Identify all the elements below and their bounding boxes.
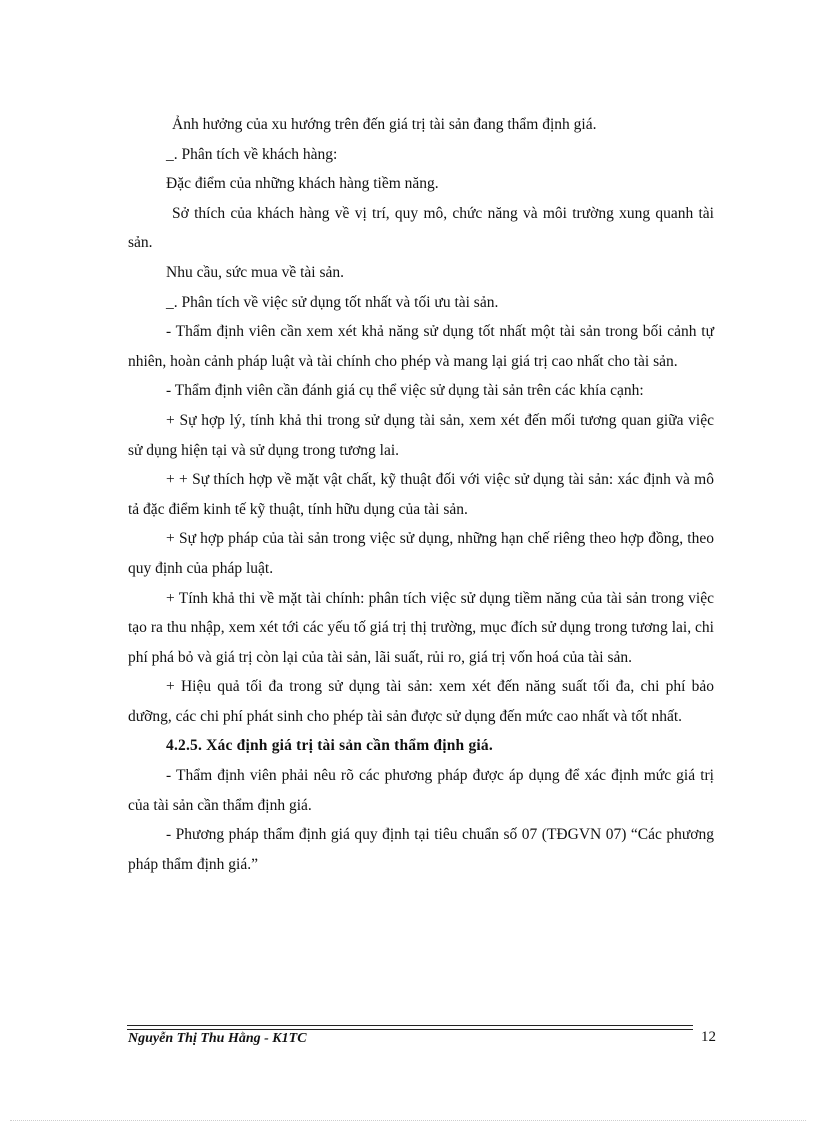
paragraph: Ảnh hưởng của xu hướng trên đến giá trị tài sản đang thẩm định giá. bbox=[172, 116, 597, 133]
section-heading: 4.2.5. Xác định giá trị tài sản cần thẩm định giá. bbox=[166, 737, 493, 755]
paragraph: Đặc điểm của những khách hàng tiềm năng. bbox=[166, 175, 439, 193]
paragraph: Sở thích của khách hàng về vị trí, quy mô, chức năng và môi trường xung quanh tài sản. bbox=[128, 204, 714, 252]
paragraph: _. Phân tích về khách hàng: bbox=[166, 145, 338, 163]
page-edge-divider bbox=[10, 1120, 806, 1121]
paragraph: _. Phân tích về việc sử dụng tốt nhất và tối ưu tài sản. bbox=[166, 293, 499, 311]
paragraph: + Sự hợp pháp của tài sản trong việc sử dụng, những hạn chế riêng theo hợp đồng, theo quy định của pháp luật. bbox=[128, 530, 714, 577]
paragraph: + Tính khả thi về mặt tài chính: phân tích việc sử dụng tiềm năng của tài sản trong việc tạo ra thu nhập, xem xét tới các yếu tố giá trị thị trường, mục đích sử dụng trong tương lai, chi phí phá bỏ và giá trị còn lại của tài sản, lãi suất, rủi ro, giá trị vốn hoá của tài sản. bbox=[128, 589, 714, 666]
paragraph: - Thẩm định viên cần xem xét khả năng sử dụng tốt nhất một tài sản trong bối cảnh tự nhiên, hoàn cảnh pháp luật và tài chính cho phép và mang lại giá trị cao nhất cho tài sản. bbox=[128, 323, 714, 370]
page-number: 12 bbox=[701, 1029, 716, 1045]
paragraph: + Sự hợp lý, tính khả thi trong sử dụng tài sản, xem xét đến mối tương quan giữa việc sử dụng hiện tại và sử dụng trong tương lai. bbox=[128, 411, 714, 459]
paragraph: - Thẩm định viên phải nêu rõ các phương pháp được áp dụng để xác định mức giá trị của tài sản cần thẩm định giá. bbox=[128, 767, 714, 814]
paragraph: + Hiệu quả tối đa trong sử dụng tài sản: xem xét đến năng suất tối đa, chi phí bảo dưỡng, các chi phí phát sinh cho phép tài sản được sử dụng đến mức cao nhất và tốt nhất. bbox=[128, 678, 714, 725]
paragraph: + + Sự thích hợp về mặt vật chất, kỹ thuật đối với việc sử dụng tài sản: xác định và mô tả đặc điểm kinh tế kỹ thuật, tính hữu dụng của tài sản. bbox=[128, 471, 714, 518]
paragraph: Nhu cầu, sức mua về tài sản. bbox=[166, 263, 344, 281]
paragraph: - Thẩm định viên cần đánh giá cụ thể việc sử dụng tài sản trên các khía cạnh: bbox=[166, 382, 644, 400]
footer-divider bbox=[127, 1025, 693, 1030]
paragraph: - Phương pháp thẩm định giá quy định tại tiêu chuẩn số 07 (TĐGVN 07) “Các phương pháp thẩm định giá.” bbox=[128, 826, 714, 873]
footer-author: Nguyễn Thị Thu Hằng - K1TC bbox=[128, 1031, 307, 1046]
document-body bbox=[128, 110, 714, 879]
